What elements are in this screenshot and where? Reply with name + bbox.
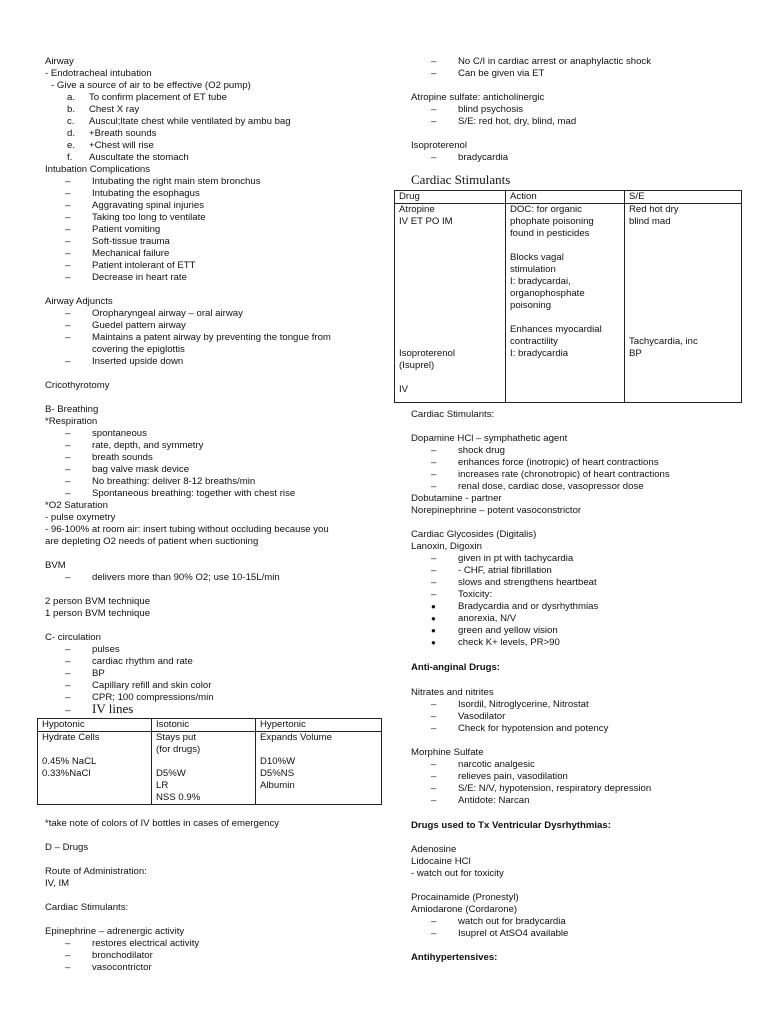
cell-line [399, 288, 501, 300]
bullet-icon [431, 601, 458, 613]
list-item [431, 795, 529, 807]
cell-line [399, 372, 501, 384]
dash-marker: – [431, 116, 437, 127]
cs-header-action: Action [506, 191, 625, 204]
airway-title: Airway [45, 56, 74, 67]
list-item-text: Isordil, Nitroglycerine, Nitrostat [458, 699, 589, 710]
list-item [65, 476, 255, 488]
o2-note-2: are depleting O2 needs of patient when suctioning [45, 536, 259, 547]
cardiac-stimulants-label: Cardiac Stimulants: [45, 902, 129, 913]
list-marker: e. [67, 140, 76, 151]
cs-header-drug: Drug [395, 191, 506, 204]
drugs-title: D – Drugs [45, 842, 89, 853]
dash-marker: – [431, 553, 437, 564]
list-item [431, 637, 560, 649]
cs-cell-action [506, 204, 625, 403]
dash-marker: – [65, 950, 71, 961]
list-item-text: rate, depth, and symmetry [92, 440, 204, 451]
dash-marker: – [431, 104, 437, 115]
dash-marker: – [65, 356, 71, 367]
list-item-text: increases rate (chronotropic) of heart contractions [458, 469, 670, 480]
cell-line [629, 252, 737, 264]
cell-line [629, 300, 737, 312]
list-item-text: Vasodilator [458, 711, 506, 722]
list-item [67, 140, 154, 152]
list-item [431, 565, 552, 577]
cell-line: BP [629, 348, 642, 359]
list-item-text: S/E: N/V, hypotension, respiratory depression [458, 783, 652, 794]
list-marker: f. [67, 152, 73, 163]
ventricular-dysrhythmias-title: Drugs used to Tx Ventricular Dysrhythmias: [411, 820, 611, 831]
cell-line: phophate poisoning [510, 216, 594, 227]
dash-marker: – [65, 332, 71, 343]
cell-line [260, 744, 377, 756]
dash-marker: – [431, 565, 437, 576]
cell-line [629, 312, 737, 324]
bvm-title: BVM [45, 560, 66, 571]
cs-cell-drug [395, 204, 506, 403]
cell-line: (Isuprel) [399, 360, 435, 371]
iv-header-hypertonic: Hypertonic [256, 719, 382, 732]
list-item [431, 771, 568, 783]
dash-marker: – [65, 236, 71, 247]
atropine-title: Atropine sulfate: anticholinergic [411, 92, 545, 103]
dobutamine: Dobutamine - partner [411, 493, 502, 504]
list-item-text: +Chest will rise [89, 140, 154, 151]
dash-marker: – [65, 188, 71, 199]
cell-line [399, 252, 501, 264]
iv-lines-table [37, 718, 382, 805]
list-item [431, 104, 523, 116]
list-item-text: renal dose, cardiac dose, vasopressor dose [458, 481, 644, 492]
cell-line: Hydrate Cells [42, 732, 100, 743]
list-item-text: Auscul;ltate chest while ventilated by ambu bag [89, 116, 291, 127]
dash-marker: – [431, 56, 437, 67]
cardiac-stimulants-table [394, 190, 742, 403]
list-item-text: Taking too long to ventilate [92, 212, 206, 223]
list-item-text: watch out for bradycardia [458, 916, 566, 927]
list-item-text: enhances force (inotropic) of heart contractions [458, 457, 659, 468]
list-item [65, 260, 195, 272]
list-item [67, 104, 139, 116]
list-item [65, 440, 203, 452]
list-item [65, 212, 206, 224]
list-item-text: check K+ levels, PR>90 [458, 637, 560, 648]
list-item-text: restores electrical activity [92, 938, 200, 949]
list-item-text: - CHF, atrial fibrillation [458, 565, 552, 576]
nitrates-title: Nitrates and nitrites [411, 687, 494, 698]
list-item-text: Patient vomiting [92, 224, 161, 235]
dash-marker: – [65, 692, 71, 703]
cell-line [629, 240, 737, 252]
list-item [431, 613, 516, 625]
intubation-comp-title: Intubation Complications [45, 164, 151, 175]
iv-header-isotonic: Isotonic [152, 719, 256, 732]
list-marker: d. [67, 128, 76, 139]
list-item-text: Decrease in heart rate [92, 272, 187, 283]
list-item-text: covering the epiglottis [92, 344, 185, 355]
cell-line: Atropine [399, 204, 435, 215]
list-item [67, 152, 189, 164]
lidocaine: Lidocaine HCl [411, 856, 471, 867]
list-item [67, 128, 156, 140]
dash-marker: – [431, 723, 437, 734]
list-item-text: bag valve mask device [92, 464, 190, 475]
list-item-text: Chest X ray [89, 104, 140, 115]
list-item [431, 589, 492, 601]
dash-marker: – [65, 680, 71, 691]
cell-line: IV [399, 384, 409, 395]
list-item-text: cardiac rhythm and rate [92, 656, 193, 667]
list-item [431, 56, 651, 68]
cell-line: Expands Volume [260, 732, 332, 743]
dash-marker: – [65, 488, 71, 499]
list-marker: c. [67, 116, 75, 127]
airway-give-source: - Give a source of air to be effective (O2 pump) [51, 80, 251, 91]
cell-line [399, 228, 501, 240]
dash-marker: – [431, 759, 437, 770]
dash-marker: – [65, 200, 71, 211]
amiodarone: Amiodarone (Cordarone) [411, 904, 518, 915]
cell-line: LR [156, 780, 169, 791]
list-item-text: To confirm placement of ET tube [89, 92, 227, 103]
dash-marker: – [431, 711, 437, 722]
list-item-text: Auscultate the stomach [89, 152, 189, 163]
cell-line [510, 312, 620, 324]
dash-marker: – [65, 224, 71, 235]
list-item [65, 464, 189, 476]
dash-marker: – [65, 962, 71, 973]
dash-marker: – [431, 457, 437, 468]
bvm-2-person: 2 person BVM technique [45, 596, 151, 607]
iv-table-row [38, 732, 382, 805]
cell-line: 0.45% NaCL [42, 756, 97, 767]
list-item-text: Intubating the esophagus [92, 188, 200, 199]
list-item-text: BP [92, 668, 105, 679]
cell-line [629, 228, 737, 240]
o2-note-1: - 96-100% at room air: insert tubing without occluding because you [45, 524, 329, 535]
bullet-icon [431, 637, 458, 649]
cell-line: DOC: for organic [510, 204, 582, 215]
list-item [431, 553, 573, 565]
dash-marker: – [431, 481, 437, 492]
cell-line [399, 300, 501, 312]
cell-line: contractility [510, 336, 558, 347]
list-item [65, 962, 152, 974]
dash-marker: – [431, 771, 437, 782]
dash-marker: – [65, 272, 71, 283]
list-item [65, 668, 105, 680]
antianginal-title: Anti-anginal Drugs: [411, 662, 501, 673]
epinephrine-title: Epinephrine – adrenergic activity [45, 926, 185, 937]
bvm-1-person: 1 person BVM technique [45, 608, 151, 619]
dash-marker: – [431, 68, 437, 79]
dash-marker: – [65, 938, 71, 949]
dash-marker: – [431, 928, 437, 939]
cell-line [399, 312, 501, 324]
list-marker: a. [67, 92, 76, 103]
cell-line: Isoproterenol [399, 348, 455, 359]
cell-line: 0.33%NaCl [42, 768, 91, 779]
cell-line [629, 324, 737, 336]
list-item [431, 481, 644, 493]
cell-line: D10%W [260, 756, 296, 767]
list-item-text: Oropharyngeal airway – oral airway [92, 308, 243, 319]
route-title: Route of Administration: [45, 866, 147, 877]
list-item-text: Toxicity: [458, 589, 493, 600]
dash-marker: – [431, 783, 437, 794]
cell-line: found in pesticides [510, 228, 590, 239]
dash-marker: – [431, 795, 437, 806]
adjuncts-title: Airway Adjuncts [45, 296, 113, 307]
list-item-text: shock drug [458, 445, 505, 456]
cell-line [629, 276, 737, 288]
cell-line [629, 264, 737, 276]
dash-marker: – [431, 152, 437, 163]
list-item-text: Spontaneous breathing: together with chest rise [92, 488, 296, 499]
list-item [431, 577, 597, 589]
list-item [65, 452, 153, 464]
cell-line: poisoning [510, 300, 552, 311]
list-item [65, 308, 243, 320]
list-item-text: Guedel pattern airway [92, 320, 186, 331]
dash-marker: – [65, 464, 71, 475]
list-item [65, 428, 147, 440]
bullet-icon [431, 613, 458, 625]
route-value: IV, IM [45, 878, 70, 889]
list-item-text: +Breath sounds [89, 128, 157, 139]
list-item [431, 152, 508, 164]
list-item-text: Antidote: Narcan [458, 795, 530, 806]
cell-line: Enhances myocardial [510, 324, 602, 335]
list-item-text: Inserted upside down [92, 356, 184, 367]
dash-marker: – [65, 248, 71, 259]
list-item [67, 116, 291, 128]
list-item [65, 176, 261, 188]
list-item [65, 272, 187, 284]
cell-line: NSS 0.9% [156, 792, 201, 803]
list-item [431, 928, 568, 940]
list-item-text: relieves pain, vasodilation [458, 771, 568, 782]
cell-line: IV ET PO IM [399, 216, 453, 227]
dash-marker: – [65, 440, 71, 451]
circulation-title: C- circulation [45, 632, 101, 643]
cell-line: Blocks vagal [510, 252, 564, 263]
cell-line [399, 264, 501, 276]
list-item-text: S/E: red hot, dry, blind, mad [458, 116, 577, 127]
list-item-text: breath sounds [92, 452, 153, 463]
list-item-text: Check for hypotension and potency [458, 723, 609, 734]
dash-marker: – [65, 428, 71, 439]
dash-marker: – [431, 469, 437, 480]
list-item-text: Capillary refill and skin color [92, 680, 212, 691]
cell-line [399, 336, 501, 348]
list-item [431, 469, 670, 481]
cell-line [510, 240, 620, 252]
cell-line [399, 276, 501, 288]
isoproterenol-title: Isoproterenol [411, 140, 467, 151]
dash-marker: – [65, 656, 71, 667]
lidocaine-note: - watch out for toxicity [411, 868, 504, 879]
dopamine-title: Dopamine HCl – symphathetic agent [411, 433, 568, 444]
dash-marker: – [65, 452, 71, 463]
list-item [65, 248, 169, 260]
list-item [67, 92, 227, 104]
cell-line: I: bradycardia [510, 348, 569, 359]
cell-line: blind mad [629, 216, 671, 227]
cell-line: Albumin [260, 780, 295, 791]
cs-cell-se [625, 204, 742, 403]
list-item-text: pulses [92, 644, 120, 655]
list-item [65, 188, 200, 200]
dash-marker: – [65, 668, 71, 679]
cell-line: Red hot dry [629, 204, 679, 215]
antihypertensives-title: Antihypertensives: [411, 952, 498, 963]
list-item-text: No C/I in cardiac arrest or anaphylactic shock [458, 56, 652, 67]
list-item [431, 711, 505, 723]
dash-marker: – [65, 260, 71, 271]
list-item [65, 938, 199, 950]
cs-table-header-row [395, 191, 742, 204]
list-item [65, 356, 183, 368]
dash-marker: – [431, 589, 437, 600]
list-item [431, 445, 505, 457]
o2-saturation: *O2 Saturation [45, 500, 108, 511]
list-item-text: Soft-tissue trauma [92, 236, 170, 247]
list-item [65, 644, 120, 656]
list-item [65, 200, 204, 212]
list-item-text: Isuprel ot AtSO4 available [458, 928, 569, 939]
iv-lines-heading: – IV lines [65, 701, 134, 716]
dash-marker: – [431, 445, 437, 456]
dash-marker: – [431, 916, 437, 927]
list-item [431, 625, 558, 637]
morphine-title: Morphine Sulfate [411, 747, 484, 758]
list-item-text: narcotic analgesic [458, 759, 535, 770]
dash-marker: – [431, 699, 437, 710]
list-item [65, 224, 160, 236]
cell-line [156, 756, 251, 768]
list-item-text: vasocontrictor [92, 962, 152, 973]
list-marker: b. [67, 104, 76, 115]
breathing-title: B- Breathing [45, 404, 99, 415]
list-item-text: No breathing: deliver 8-12 breaths/min [92, 476, 256, 487]
list-item-text: bronchodilator [92, 950, 153, 961]
list-item [431, 601, 598, 613]
list-item-text: green and yellow vision [458, 625, 558, 636]
list-item-text: Aggravating spinal injuries [92, 200, 204, 211]
iv-note: *take note of colors of IV bottles in cases of emergency [45, 818, 280, 829]
cell-line: stimulation [510, 264, 556, 275]
iv-cell-hypotonic [38, 732, 152, 805]
list-item-text: Bradycardia and or dysrhythmias [458, 601, 599, 612]
list-item [431, 699, 589, 711]
cricothyrotomy: Cricothyrotomy [45, 380, 110, 391]
dash-marker: – [65, 176, 71, 187]
iv-header-hypotonic: Hypotonic [38, 719, 152, 732]
dash-marker: – [65, 476, 71, 487]
list-item [65, 950, 153, 962]
iv-cell-isotonic [152, 732, 256, 805]
cardiac-stimulants-heading: Cardiac Stimulants [411, 172, 511, 187]
list-item-text: anorexia, N/V [458, 613, 517, 624]
list-item-text: bradycardia [458, 152, 509, 163]
list-item-text: CPR; 100 compressions/min [92, 692, 214, 703]
bvm-item: – delivers more than 90% O2; use 10-15L/min [65, 572, 280, 583]
cell-line: Tachycardia, inc [629, 336, 698, 347]
dash-marker: – [65, 212, 71, 223]
list-item [431, 783, 651, 795]
cell-line: D5%W [156, 768, 186, 779]
cell-line: Stays put [156, 732, 196, 743]
iv-table-header-row [38, 719, 382, 732]
dash-marker: – [65, 644, 71, 655]
cardiac-stimulants-label-2: Cardiac Stimulants: [411, 409, 495, 420]
cell-line: D5%NS [260, 768, 295, 779]
respiration-label: *Respiration [45, 416, 98, 427]
list-item-text: Maintains a patent airway by preventing the tongue from [92, 332, 331, 343]
adenosine: Adenosine [411, 844, 457, 855]
list-item [65, 488, 295, 500]
cell-line: organophosphate [510, 288, 585, 299]
list-item-text: Patient intolerant of ETT [92, 260, 196, 271]
pulse-oxymetry: - pulse oxymetry [45, 512, 116, 523]
list-item [65, 344, 185, 356]
list-item-text: given in pt with tachycardia [458, 553, 574, 564]
list-item [431, 116, 576, 128]
cell-line [399, 324, 501, 336]
norepinephrine: Norepinephrine – potent vasoconstrictor [411, 505, 582, 516]
list-item [65, 656, 193, 668]
cs-table-row [395, 204, 742, 403]
list-item-text: slows and strengthens heartbeat [458, 577, 597, 588]
list-item-text: Mechanical failure [92, 248, 170, 259]
cell-line [42, 744, 147, 756]
iv-cell-hypertonic [256, 732, 382, 805]
list-item [431, 723, 608, 735]
list-item [65, 320, 186, 332]
procainamide: Procainamide (Pronestyl) [411, 892, 519, 903]
list-item-text: spontaneous [92, 428, 147, 439]
cell-line: (for drugs) [156, 744, 201, 755]
cell-line [629, 288, 737, 300]
airway-intubation: - Endotracheal intubation [45, 68, 152, 79]
list-item [65, 680, 211, 692]
list-item-text: Intubating the right main stem bronchus [92, 176, 261, 187]
list-item [65, 236, 170, 248]
dash-marker: – [65, 320, 71, 331]
dash-marker: – [65, 308, 71, 319]
cs-header-se: S/E [625, 191, 742, 204]
list-item [431, 457, 659, 469]
list-item-text: Can be given via ET [458, 68, 545, 79]
list-item-text: blind psychosis [458, 104, 524, 115]
glycosides-title: Cardiac Glycosides (Digitalis) [411, 529, 537, 540]
cell-line: I: bradycardai, [510, 276, 571, 287]
list-item [431, 916, 566, 928]
bullet-icon [431, 625, 458, 637]
dash-marker: – [431, 577, 437, 588]
glycosides-sub: Lanoxin, Digoxin [411, 541, 482, 552]
list-item [431, 759, 535, 771]
list-item [65, 332, 331, 344]
list-item [431, 68, 544, 80]
cell-line [399, 240, 501, 252]
